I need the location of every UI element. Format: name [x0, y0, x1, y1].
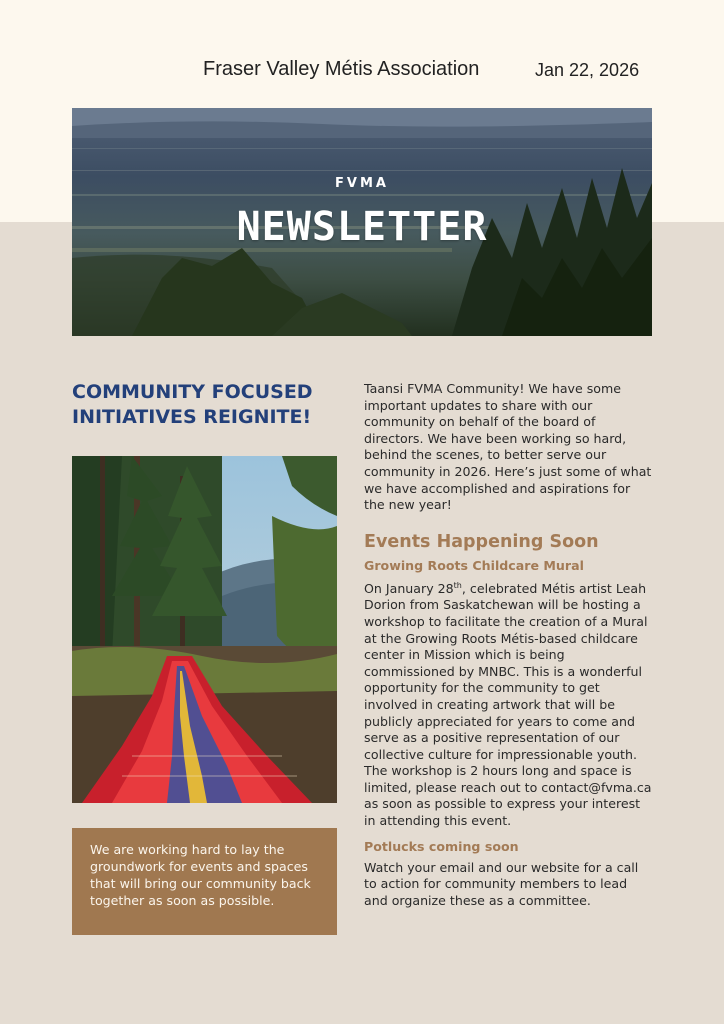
mural-title: Growing Roots Childcare Mural: [364, 557, 584, 573]
article-column: [364, 381, 654, 909]
forest-sash-photo: [72, 456, 337, 803]
mural-body: , celebrated Métis artist Leah Dorion from Saskatchewan will be hosting a workshop to facilitate the creation of a Mural at the Growing Roots Métis-based childcare center in Mission which is being commissioned by MNBC. This is a wonderful opportunity for the community to get involved in creating artwork that will be publicly appreciated for years to come and serve as a positive representation of our collective culture for impressionable youth. The workshop is 2 hours long and space is limited, please reach out to contact@fvma.ca as soon as possible to express your interest in attending this event.: [364, 580, 652, 829]
callout-text: We are working hard to lay the groundwork for events and spaces that will bring our community back together as soon as possible.: [90, 842, 311, 908]
intro-paragraph: Taansi FVMA Community! We have some important updates to share with our community on behalf of the board of directors. We have been working so hard, behind the scenes, to better serve our community in 2026. Here’s just some of what we have accomplished and aspirations for the new year!: [364, 381, 652, 513]
potlucks-title: Potlucks coming soon: [364, 838, 519, 854]
organization-name: Fraser Valley Métis Association: [203, 58, 480, 80]
headline: COMMUNITY FOCUSED INITIATIVES REIGNITE!: [72, 381, 313, 428]
newsletter-banner: [72, 108, 652, 336]
banner-title: NEWSLETTER: [236, 204, 488, 250]
issue-date: Jan 22, 2026: [535, 60, 640, 80]
mural-ordinal: th: [453, 580, 462, 590]
callout-box: [72, 828, 337, 935]
events-section-title: Events Happening Soon: [364, 531, 599, 552]
banner-kicker: FVMA: [335, 176, 389, 191]
potlucks-paragraph: Watch your email and our website for a call to action for community members to lead and organize these as a committee.: [364, 859, 639, 908]
mural-lead: On January 28: [364, 580, 454, 596]
mural-paragraph: [364, 581, 654, 830]
